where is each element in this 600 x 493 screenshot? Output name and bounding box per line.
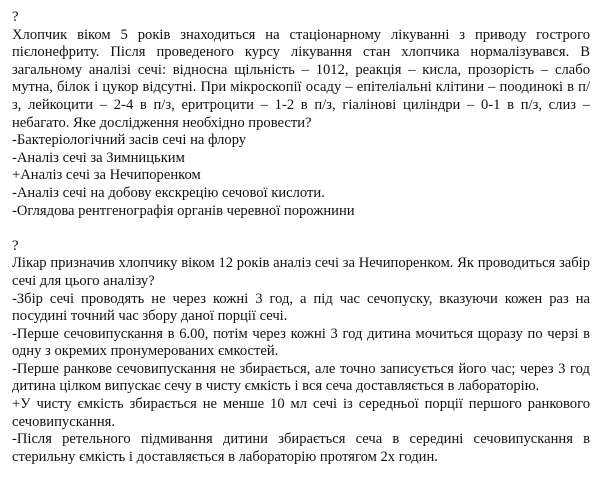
answer-option: -Збір сечі проводять не через кожні 3 год, а під час сечопуску, вказуючи кожен раз на посудині точний час збору даної порції сечі. bbox=[12, 290, 590, 325]
document-page bbox=[12, 9, 590, 466]
answer-option: -Перше сечовипускання в 6.00, потім через кожні 3 год дитина мочиться щоразу по черзі в одну з окремих пронумерованих ємкостей. bbox=[12, 325, 590, 360]
answer-option-correct: +Аналіз сечі за Нечипоренком bbox=[12, 167, 201, 184]
answer-option: -Аналіз сечі на добову екскрецію сечової кислоти. bbox=[12, 184, 325, 201]
question-1 bbox=[12, 9, 590, 220]
answer-option-correct: +У чисту ємкість збирається не менше 10 мл сечі із середньої порції першого ранкового сечовипускання. bbox=[12, 396, 590, 430]
answer-option: -Після ретельного підмивання дитини збирається сеча в середині сечовипускання в стерильну ємкість і доставляється в лабораторію протягом 2х годин. bbox=[12, 431, 590, 465]
answer-option: -Оглядова рентгенографія органів черевної порожнини bbox=[12, 202, 355, 219]
answer-option: -Перше ранкове сечовипускання не збирається, але точно записується його час; через 3 год дитина цілком випускає сечу в чисту ємкість і вся сеча доставляється в лабораторію. bbox=[12, 360, 590, 395]
question-marker: ? bbox=[12, 237, 19, 254]
question-stem: Хлопчик віком 5 років знаходиться на стаціонарному лікуванні з приводу гострого пієлонефриту. Після проведеного курсу лікування стан хлопчика нормалізувався. В загальному аналізі сечі: відносна щільність – 1012, реакція – кисла, прозорість – слабо мутна, білок і цукор відсутні. При мікроскопії осаду – епітеліальні клітини – поодинокі в п/з, лейкоцити – 2-4 в п/з, еритроцити – 1-2 в п/з, гіалінові циліндри – 0-1 в п/з, слиз – небагато. Яке дослідження необхідно провести? bbox=[12, 26, 590, 131]
answer-option: -Аналіз сечі за Зимницьким bbox=[12, 149, 185, 166]
question-2 bbox=[12, 238, 590, 467]
answer-option: -Бактеріологічний засів сечі на флору bbox=[12, 132, 247, 149]
question-marker: ? bbox=[12, 9, 19, 25]
question-stem: Лікар призначив хлопчику віком 12 років аналіз сечі за Нечипоренком. Як проводиться забір сечі для цього аналізу? bbox=[12, 255, 590, 289]
